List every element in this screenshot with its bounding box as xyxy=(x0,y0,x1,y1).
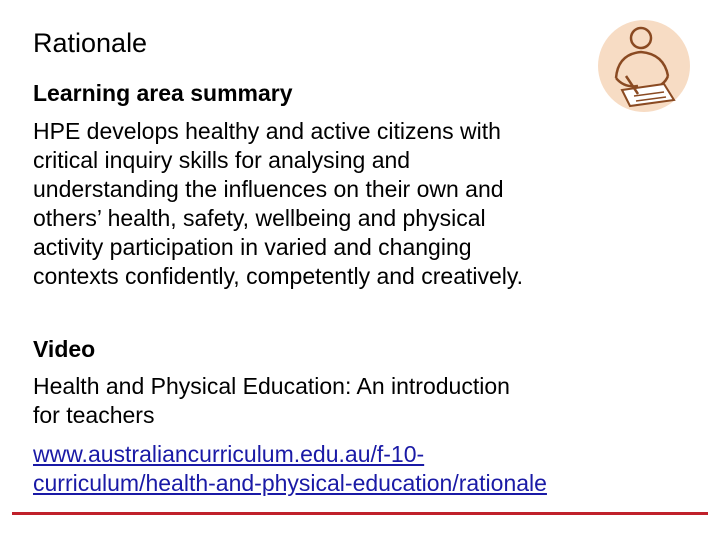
video-link-line[interactable]: curriculum/health-and-physical-education/rationale xyxy=(33,470,547,496)
video-description-text xyxy=(33,372,510,430)
section-heading-video: Video xyxy=(33,336,96,362)
summary-line: critical inquiry skills for analysing and xyxy=(33,147,411,173)
summary-line: contexts confidently, competently and creatively. xyxy=(33,263,524,289)
bottom-divider xyxy=(12,512,708,515)
section-heading-learning-area: Learning area summary xyxy=(33,80,293,106)
video-link-line[interactable]: www.australiancurriculum.edu.au/f-10- xyxy=(33,441,425,467)
learning-area-summary-text xyxy=(33,117,523,291)
video-line: for teachers xyxy=(33,402,155,428)
summary-line: activity participation in varied and changing xyxy=(33,234,472,260)
summary-line: HPE develops healthy and active citizens with xyxy=(33,118,501,144)
summary-line: understanding the influences on their own and xyxy=(33,176,504,202)
summary-line: others’ health, safety, wellbeing and physical xyxy=(33,205,486,231)
person-writing-icon xyxy=(594,16,694,112)
video-link[interactable] xyxy=(33,440,547,498)
video-line: Health and Physical Education: An introduction xyxy=(33,373,510,399)
slide-title: Rationale xyxy=(33,28,148,58)
